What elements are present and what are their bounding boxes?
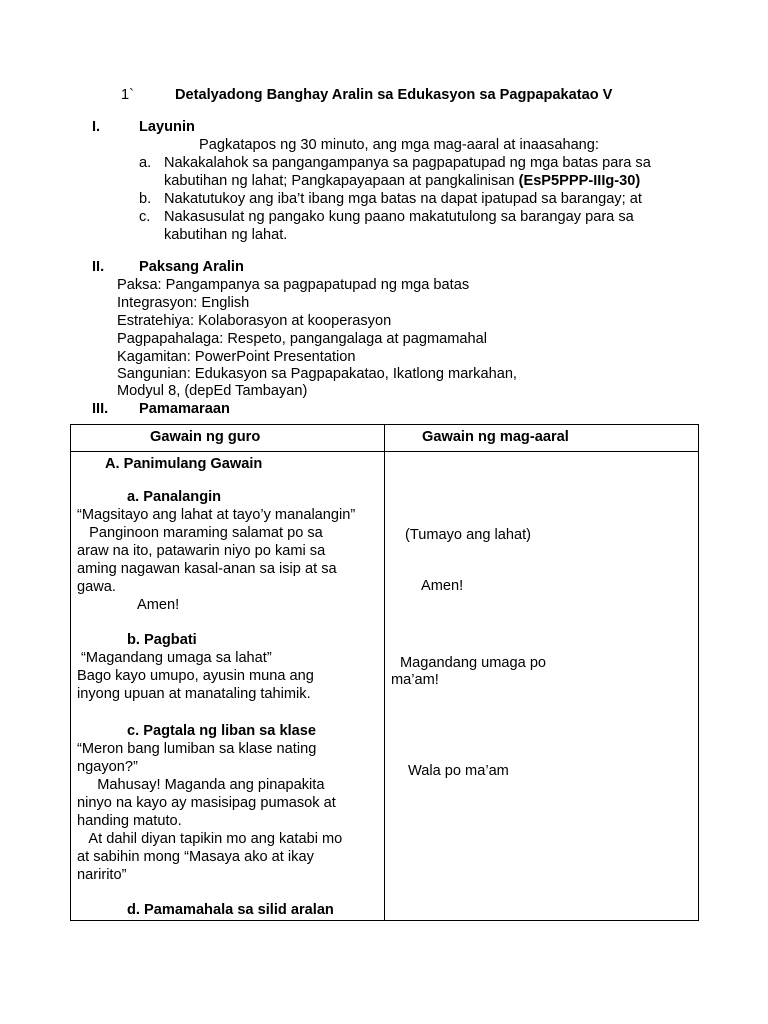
objective-text: Nakasusulat ng pangako kung paano makatutulong sa barangay para sa (164, 209, 634, 225)
teacher-amen: Amen! (137, 597, 180, 613)
teacher-line: “Magsitayo ang lahat at tayo’y manalangin” (77, 507, 356, 523)
teacher-line: Panginoon maraming salamat po sa (77, 525, 323, 541)
page-number-mark: 1` (121, 87, 134, 103)
teacher-line: At dahil diyan tapikin mo ang katabi mo (77, 831, 343, 847)
teacher-line: aming nagawan kasal-anan sa isip at sa (77, 561, 337, 577)
values-line: Pagpapahalaga: Respeto, pangangalaga at pagmamahal (117, 331, 488, 347)
teacher-line: ngayon?” (77, 759, 138, 775)
section-heading: Layunin (139, 119, 195, 135)
teacher-line: Mahusay! Maganda ang pinapakita (77, 777, 325, 793)
reference-line: Sangunian: Edukasyon sa Pagpapakatao, Ikatlong markahan, (117, 366, 517, 382)
materials-line: Kagamitan: PowerPoint Presentation (117, 349, 356, 365)
activity-heading: a. Panalangin (127, 489, 222, 505)
teacher-line: at sabihin mong “Masaya ako at ikay (77, 849, 314, 865)
reference-line: Modyul 8, (depEd Tambayan) (117, 383, 308, 399)
objectives-intro: Pagkatapos ng 30 minuto, ang mga mag-aaral at inaasahang: (199, 137, 599, 153)
strategy-line: Estratehiya: Kolaborasyon at kooperasyon (117, 313, 392, 329)
objective-text: Nakatutukoy ang iba’t ibang mga batas na dapat ipatupad sa barangay; at (164, 191, 642, 207)
teacher-line: ninyo na kayo ay masisipag pumasok at (77, 795, 336, 811)
section-numeral: III. (92, 401, 109, 417)
part-heading: A. Panimulang Gawain (105, 456, 263, 472)
student-response: Magandang umaga po (400, 655, 547, 671)
student-activity-cell (385, 452, 699, 921)
objective-text: kabutihan ng lahat. (164, 227, 288, 243)
objective-letter: a. (139, 155, 152, 171)
objective-letter: c. (139, 209, 151, 225)
objective-text: kabutihan ng lahat; Pangkapayapaan at pangkalinisan (164, 173, 519, 189)
teacher-line: Bago kayo umupo, ayusin muna ang (77, 668, 314, 684)
procedure-table (70, 424, 699, 921)
topic-line: Paksa: Pangampanya sa pagpapatupad ng mga batas (117, 277, 470, 293)
student-response: (Tumayo ang lahat) (405, 527, 531, 543)
objective-text-cont (164, 173, 640, 189)
activity-heading: b. Pagbati (127, 632, 197, 648)
teacher-line: inyong upuan at manataling tahimik. (77, 686, 311, 702)
student-response: ma’am! (391, 672, 439, 688)
objective-letter: b. (139, 191, 152, 207)
teacher-line: handing matuto. (77, 813, 182, 829)
teacher-line: araw na ito, patawarin niyo po kami sa (77, 543, 326, 559)
student-column-header: Gawain ng mag-aaral (385, 425, 699, 452)
activity-heading: c. Pagtala ng liban sa klase (127, 723, 316, 739)
integration-line: Integrasyon: English (117, 295, 250, 311)
teacher-activity-cell (71, 452, 385, 921)
objective-text: Nakakalahok sa pangangampanya sa pagpapatupad ng mga batas para sa (164, 155, 651, 171)
student-response: Wala po ma’am (408, 763, 509, 779)
table-header-row (71, 425, 699, 452)
document-title: Detalyadong Banghay Aralin sa Edukasyon sa Pagpapakatao V (175, 87, 613, 103)
competency-code: (EsP5PPP-IIIg-30) (518, 173, 641, 189)
section-numeral: II. (92, 259, 105, 275)
student-response: Amen! (421, 578, 464, 594)
teacher-column-header: Gawain ng guro (71, 425, 385, 452)
table-row (71, 452, 699, 921)
teacher-line: gawa. (77, 579, 116, 595)
section-heading: Pamamaraan (139, 401, 230, 417)
activity-heading: d. Pamamahala sa silid aralan (127, 902, 334, 918)
teacher-line: “Meron bang lumiban sa klase nating (77, 741, 317, 757)
section-heading: Paksang Aralin (139, 259, 244, 275)
teacher-line: “Magandang umaga sa lahat” (77, 650, 272, 666)
section-numeral: I. (92, 119, 101, 135)
teacher-line: naririto” (77, 867, 127, 883)
